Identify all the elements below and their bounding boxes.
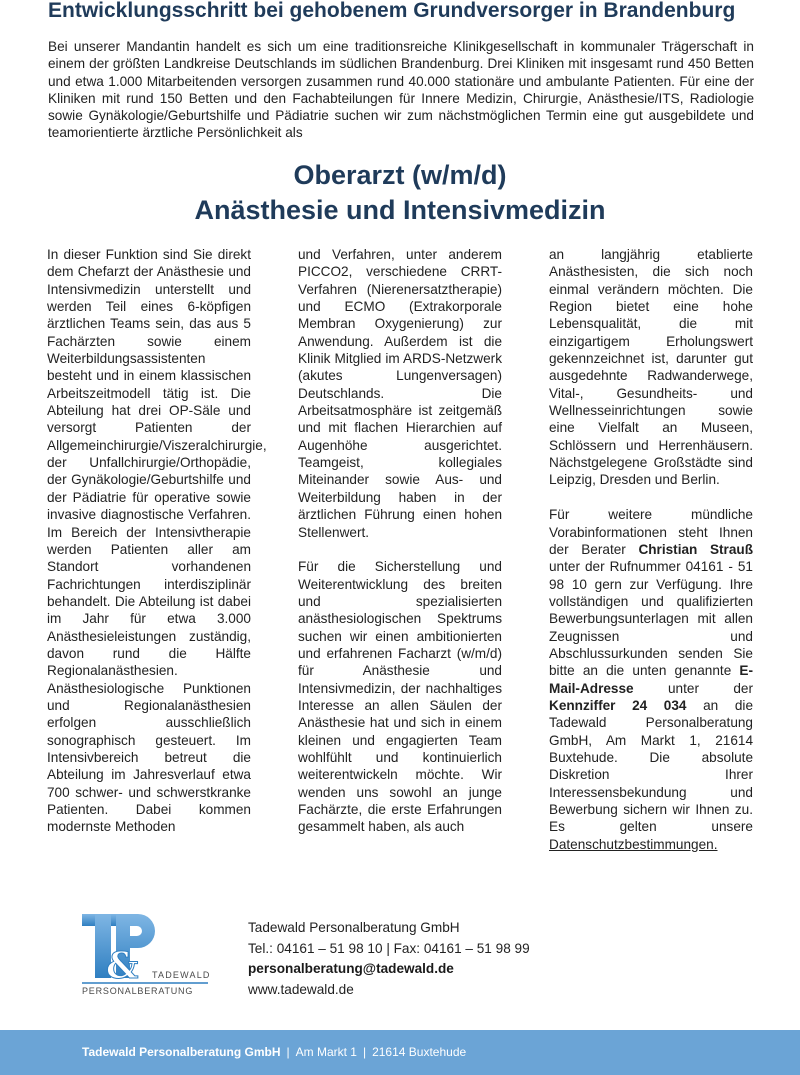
contact-company: Tadewald Personalberatung GmbH [248, 920, 460, 935]
logo-brand: TADEWALD [152, 970, 210, 980]
footer-separator: | [362, 1045, 367, 1059]
column-2-paragraph-1: und Verfahren, unter anderem PICCO2, verschiedene CRRT-Verfahren (Nierenersatztherapie) und ECMO (Extrakorporale Membran Oxygenierung) zur Anwendung. Außerdem ist die Klinik Mitglied im ARDS-Netzwerk (akutes Lungenversagen) Deutschlands. Die Arbeitsatmosphäre ist zeitgemäß und mit flachen Hierarchien auf Augenhöhe ausgerichtet. Teamgeist, kollegiales Miteinander sowie Aus- und Weiterbildung haben in der ärztlichen Führung einen hohen Stellenwert. [298, 247, 502, 540]
contact-text: an die Tadewald Personalberatung GmbH, Am Markt 1, 21614 Buxtehude. Die absolute Diskretion Ihrer Interessensbekundung und Bewerbung sichern wir Ihnen zu. Es gelten unsere [549, 697, 753, 835]
footer-bar [0, 1030, 800, 1075]
tp-logo-icon [82, 912, 210, 998]
job-title: Oberarzt (w/m/d) [293, 160, 507, 190]
company-logo [82, 912, 210, 998]
footer-address [82, 1045, 466, 1059]
contact-website-link[interactable]: www.tadewald.de [248, 981, 354, 997]
footer-company: Tadewald Personalberatung GmbH [82, 1045, 281, 1059]
contact-phone-fax: Tel.: 04161 – 51 98 10 | Fax: 04161 – 51 98 99 [248, 940, 530, 956]
contact-text: Für weitere mündliche Vorabinformationen steht Ihnen der Berater [549, 507, 753, 557]
text-column-1 [47, 246, 267, 836]
svg-text:&: & [106, 945, 139, 987]
consultant-name: Christian Strauß [638, 541, 753, 557]
column-3-paragraph-2 [549, 506, 753, 853]
intro-paragraph: Bei unserer Mandantin handelt es sich um eine traditionsreiche Klinikgesellschaft in kommunaler Trägerschaft in einem der größten Landkreise Deutschlands im südlichen Brandenburg. Drei Kliniken mit insgesamt rund 450 Betten und etwa 1.000 Mitarbeitenden versorgen zusammen rund 40.000 stationäre und ambulante Patienten. Für eine der Kliniken mit rund 150 Betten und den Fachabteilungen für Innere Medizin, Chirurgie, Anästhesie/ITS, Radiologie sowie Gynäkologie/Geburtshilfe und Pädiatrie suchen wir zum nächstmöglichen Termin eine gut ausgebildete und teamorientierte ärztliche Persönlichkeit als [48, 39, 754, 141]
contact-text: unter der [668, 680, 753, 696]
footer-separator: | [286, 1045, 290, 1059]
footer-city: 21614 Buxtehude [372, 1045, 467, 1059]
job-subtitle: Anästhesie und Intensivmedizin [194, 195, 606, 225]
column-3-paragraph-1: an langjährig etablierte Anästhesisten, die sich noch einmal verändern möchten. Die Region bietet eine hohe Lebensqualität, die mit einzigartigem Erholungswert gekennzeichnet ist, darunter gut ausgedehnte Radwanderwege, Vital-, Gesundheits- und Wellnesseinrichtungen sowie eine Vielfalt an Museen, Schlössern und Herrenhäusern. Nächstgelegene Großstädte sind Leipzig, Dresden und Berlin. [549, 247, 753, 488]
column-1-paragraph: In dieser Funktion sind Sie direkt dem Chefarzt der Anästhesie und Intensivmedizin unterstellt und werden Teil eines 6-köpfigen ärztlichen Teams sein, das aus 5 Fachärzten sowie einem Weiterbildungsassistenten besteht und in einem klassischen Arbeitszeitmodell tätig ist. Die Abteilung hat drei OP-Säle und versorgt Patienten der Allgemeinchirurgie/Viszeralchirurgie, der Unfallchirurgie/Orthopädie, der Gynäkologie/Geburtshilfe und der Pädiatrie für operative sowie invasive diagnostische Verfahren. Im Bereich der Intensivtherapie werden Patienten aller am Standort vorhandenen Fachrichtungen interdisziplinär behandelt. Die Abteilung ist dabei im Jahr für etwa 3.000 Anästhesieleistungen zuständig, davon rund die Hälfte Regionalanästhesien. Anästhesiologische Punktionen und Regionalanästhesien erfolgen ausschließlich sonographisch gesteuert. Im Intensivbereich betreut die Abteilung im Jahresverlauf etwa 700 schwer- und schwerstkranke Patienten. Dabei kommen modernste Methoden [47, 247, 267, 835]
text-column-3 [549, 246, 753, 853]
headline: Entwicklungsschritt bei gehobenem Grundversorger in Brandenburg [48, 0, 736, 22]
footer-street: Am Markt 1 [295, 1045, 357, 1059]
column-2-paragraph-2: Für die Sicherstellung und Weiterentwicklung des breiten und spezialisierten anästhesiologischen Spektrums suchen wir einen ambitionierten und erfahrenen Facharzt (w/m/d) für Anästhesie und Intensivmedizin, der nachhaltiges Interesse an allen Säulen der Anästhesie hat und sich in einem kleinen und engagierten Team wohlfühlt und kontinuierlich weiterentwickeln möchte. Wir wenden uns sowohl an junge Fachärzte, die erste Erfahrungen gesammelt haben, als auch [298, 559, 502, 835]
contact-text: unter der Rufnummer 04161 - 51 98 10 gern zur Verfügung. Ihre vollständigen und qualifizierten Bewerbungsunterlagen mit allen Zeugnissen und Abschlussurkunden senden Sie bitte an die unten genannte [549, 559, 753, 679]
logo-sub: PERSONALBERATUNG [82, 986, 194, 996]
reference-number: Kennziffer 24 034 [549, 697, 687, 713]
contact-block [248, 918, 530, 1000]
text-column-2 [298, 246, 502, 836]
contact-email-link[interactable]: personalberatung@tadewald.de [248, 961, 454, 976]
email-label: E-Mail-Adresse [549, 663, 754, 696]
privacy-policy-link[interactable]: Datenschutzbestimmungen. [549, 836, 718, 852]
